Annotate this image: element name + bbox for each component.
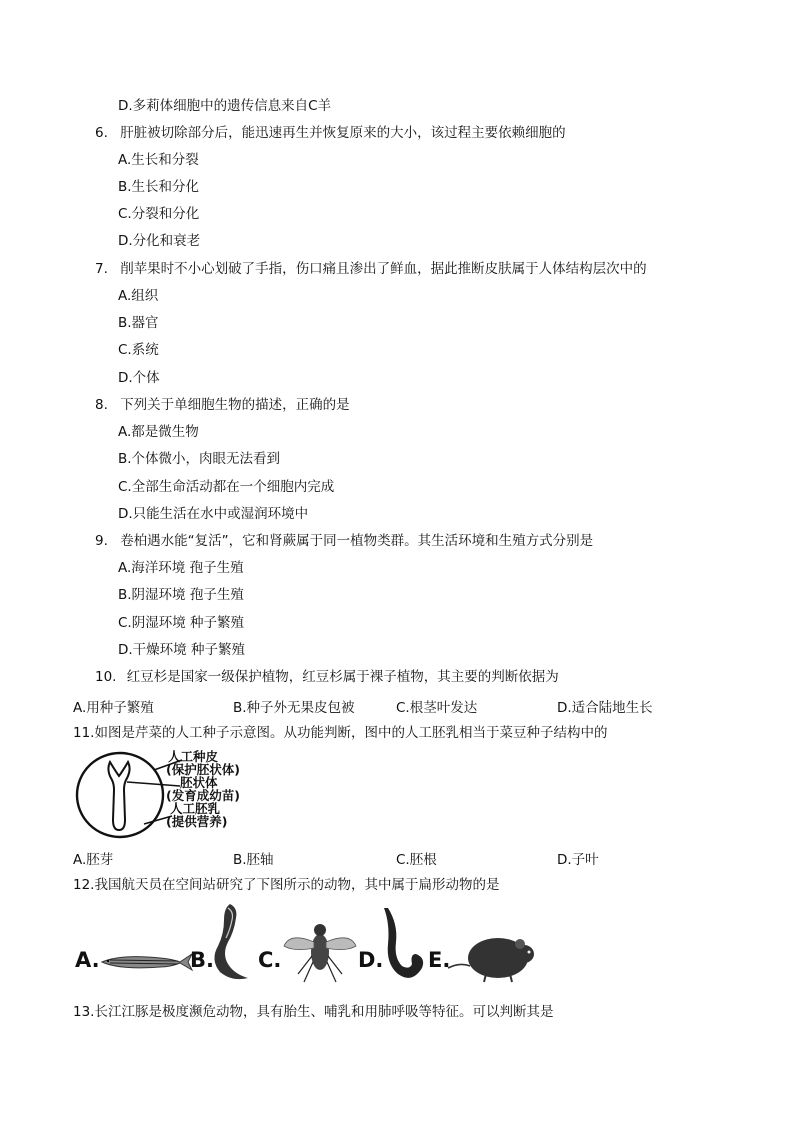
q6-stem <box>95 124 566 142</box>
q6-number: 6. <box>95 125 108 141</box>
q9-option-d: D.干燥环境 种子繁殖 <box>118 642 245 658</box>
q6-option-c: C.分裂和分化 <box>118 206 200 222</box>
animals-figure <box>72 902 542 986</box>
q10-option-a: A.用种子繁殖 <box>73 700 154 716</box>
q12-stem: 12.我国航天员在空间站研究了下图所示的动物，其中属于扁形动物的是 <box>73 877 500 893</box>
q7-option-b: B.器官 <box>118 315 159 331</box>
q6-option-d: D.分化和衰老 <box>118 233 201 249</box>
q9-option-a: A.海洋环境 孢子生殖 <box>118 560 244 576</box>
q9-stem <box>95 532 593 550</box>
fly-icon <box>280 912 360 986</box>
q10-number: 10. <box>95 669 117 685</box>
q6-option-b: B.生长和分化 <box>118 179 200 195</box>
q11-option-a: A.胚芽 <box>73 852 114 868</box>
q13-stem: 13.长江江豚是极度濒危动物，具有胎生、哺乳和用肺呼吸等特征。可以判断其是 <box>73 1004 554 1020</box>
q11-option-c: C.胚根 <box>396 852 437 868</box>
figure-labels <box>166 750 240 828</box>
q10-stem <box>95 668 559 686</box>
q7-number: 7. <box>95 261 108 277</box>
mouse-icon <box>446 926 538 984</box>
q8-option-d: D.只能生活在水中或湿润环境中 <box>118 506 309 522</box>
q11-options <box>73 848 673 866</box>
zebrafish-icon <box>100 950 194 974</box>
label-seed-coat-note: (保护胚状体) <box>166 762 240 777</box>
animal-letter-c: C. <box>258 948 282 972</box>
q7-stem <box>95 260 647 278</box>
artificial-seed-figure <box>72 750 272 842</box>
q8-option-c: C.全部生命活动都在一个细胞内完成 <box>118 479 335 495</box>
flatworm-icon <box>208 902 252 982</box>
animal-letter-b: B. <box>190 948 214 972</box>
label-seed-coat: 人工种皮 <box>168 749 219 764</box>
animal-letter-e: E. <box>428 948 451 972</box>
q6-text: 肝脏被切除部分后，能迅速再生并恢复原来的大小，该过程主要依赖细胞的 <box>120 125 566 141</box>
animal-letter-a: A. <box>75 948 100 972</box>
q7-text: 削苹果时不小心划破了手指，伤口痛且渗出了鲜血，据此推断皮肤属于人体结构层次中的 <box>120 261 647 277</box>
q9-text: 卷柏遇水能“复活”，它和肾蕨属于同一植物类群。其生活环境和生殖方式分别是 <box>120 533 594 549</box>
q11-stem: 11.如图是芹菜的人工种子示意图。从功能判断，图中的人工胚乳相当于菜豆种子结构中的 <box>73 725 608 741</box>
q10-text: 红豆杉是国家一级保护植物，红豆杉属于裸子植物，其主要的判断依据为 <box>126 669 559 685</box>
q10-option-d: D.适合陆地生长 <box>557 700 653 716</box>
animal-letter-d: D. <box>358 948 384 972</box>
q11-option-b: B.胚轴 <box>233 852 274 868</box>
q8-text: 下列关于单细胞生物的描述，正确的是 <box>120 397 350 413</box>
q7-option-a: A.组织 <box>118 288 159 304</box>
q5-option-d: D.多莉体细胞中的遗传信息来自C羊 <box>118 98 332 114</box>
q9-number: 9. <box>95 533 108 549</box>
q8-option-b: B.个体微小，肉眼无法看到 <box>118 451 281 467</box>
q8-stem <box>95 396 350 414</box>
leech-icon <box>376 904 430 984</box>
q7-option-c: C.系统 <box>118 342 159 358</box>
q10-options <box>73 696 673 714</box>
q8-option-a: A.都是微生物 <box>118 424 199 440</box>
label-endosperm: 人工胚乳 <box>170 801 221 816</box>
q10-option-c: C.根茎叶发达 <box>396 700 478 716</box>
label-embryoid-note: (发育成幼苗) <box>166 788 240 803</box>
q11-option-d: D.子叶 <box>557 852 599 868</box>
q6-option-a: A.生长和分裂 <box>118 152 199 168</box>
q10-option-b: B.种子外无果皮包被 <box>233 700 355 716</box>
q9-option-b: B.阴湿环境 孢子生殖 <box>118 587 244 603</box>
q8-number: 8. <box>95 397 108 413</box>
label-endosperm-note: (提供营养) <box>166 814 228 829</box>
q9-option-c: C.阴湿环境 种子繁殖 <box>118 615 245 631</box>
label-embryoid: 胚状体 <box>180 775 218 790</box>
q7-option-d: D.个体 <box>118 370 160 386</box>
